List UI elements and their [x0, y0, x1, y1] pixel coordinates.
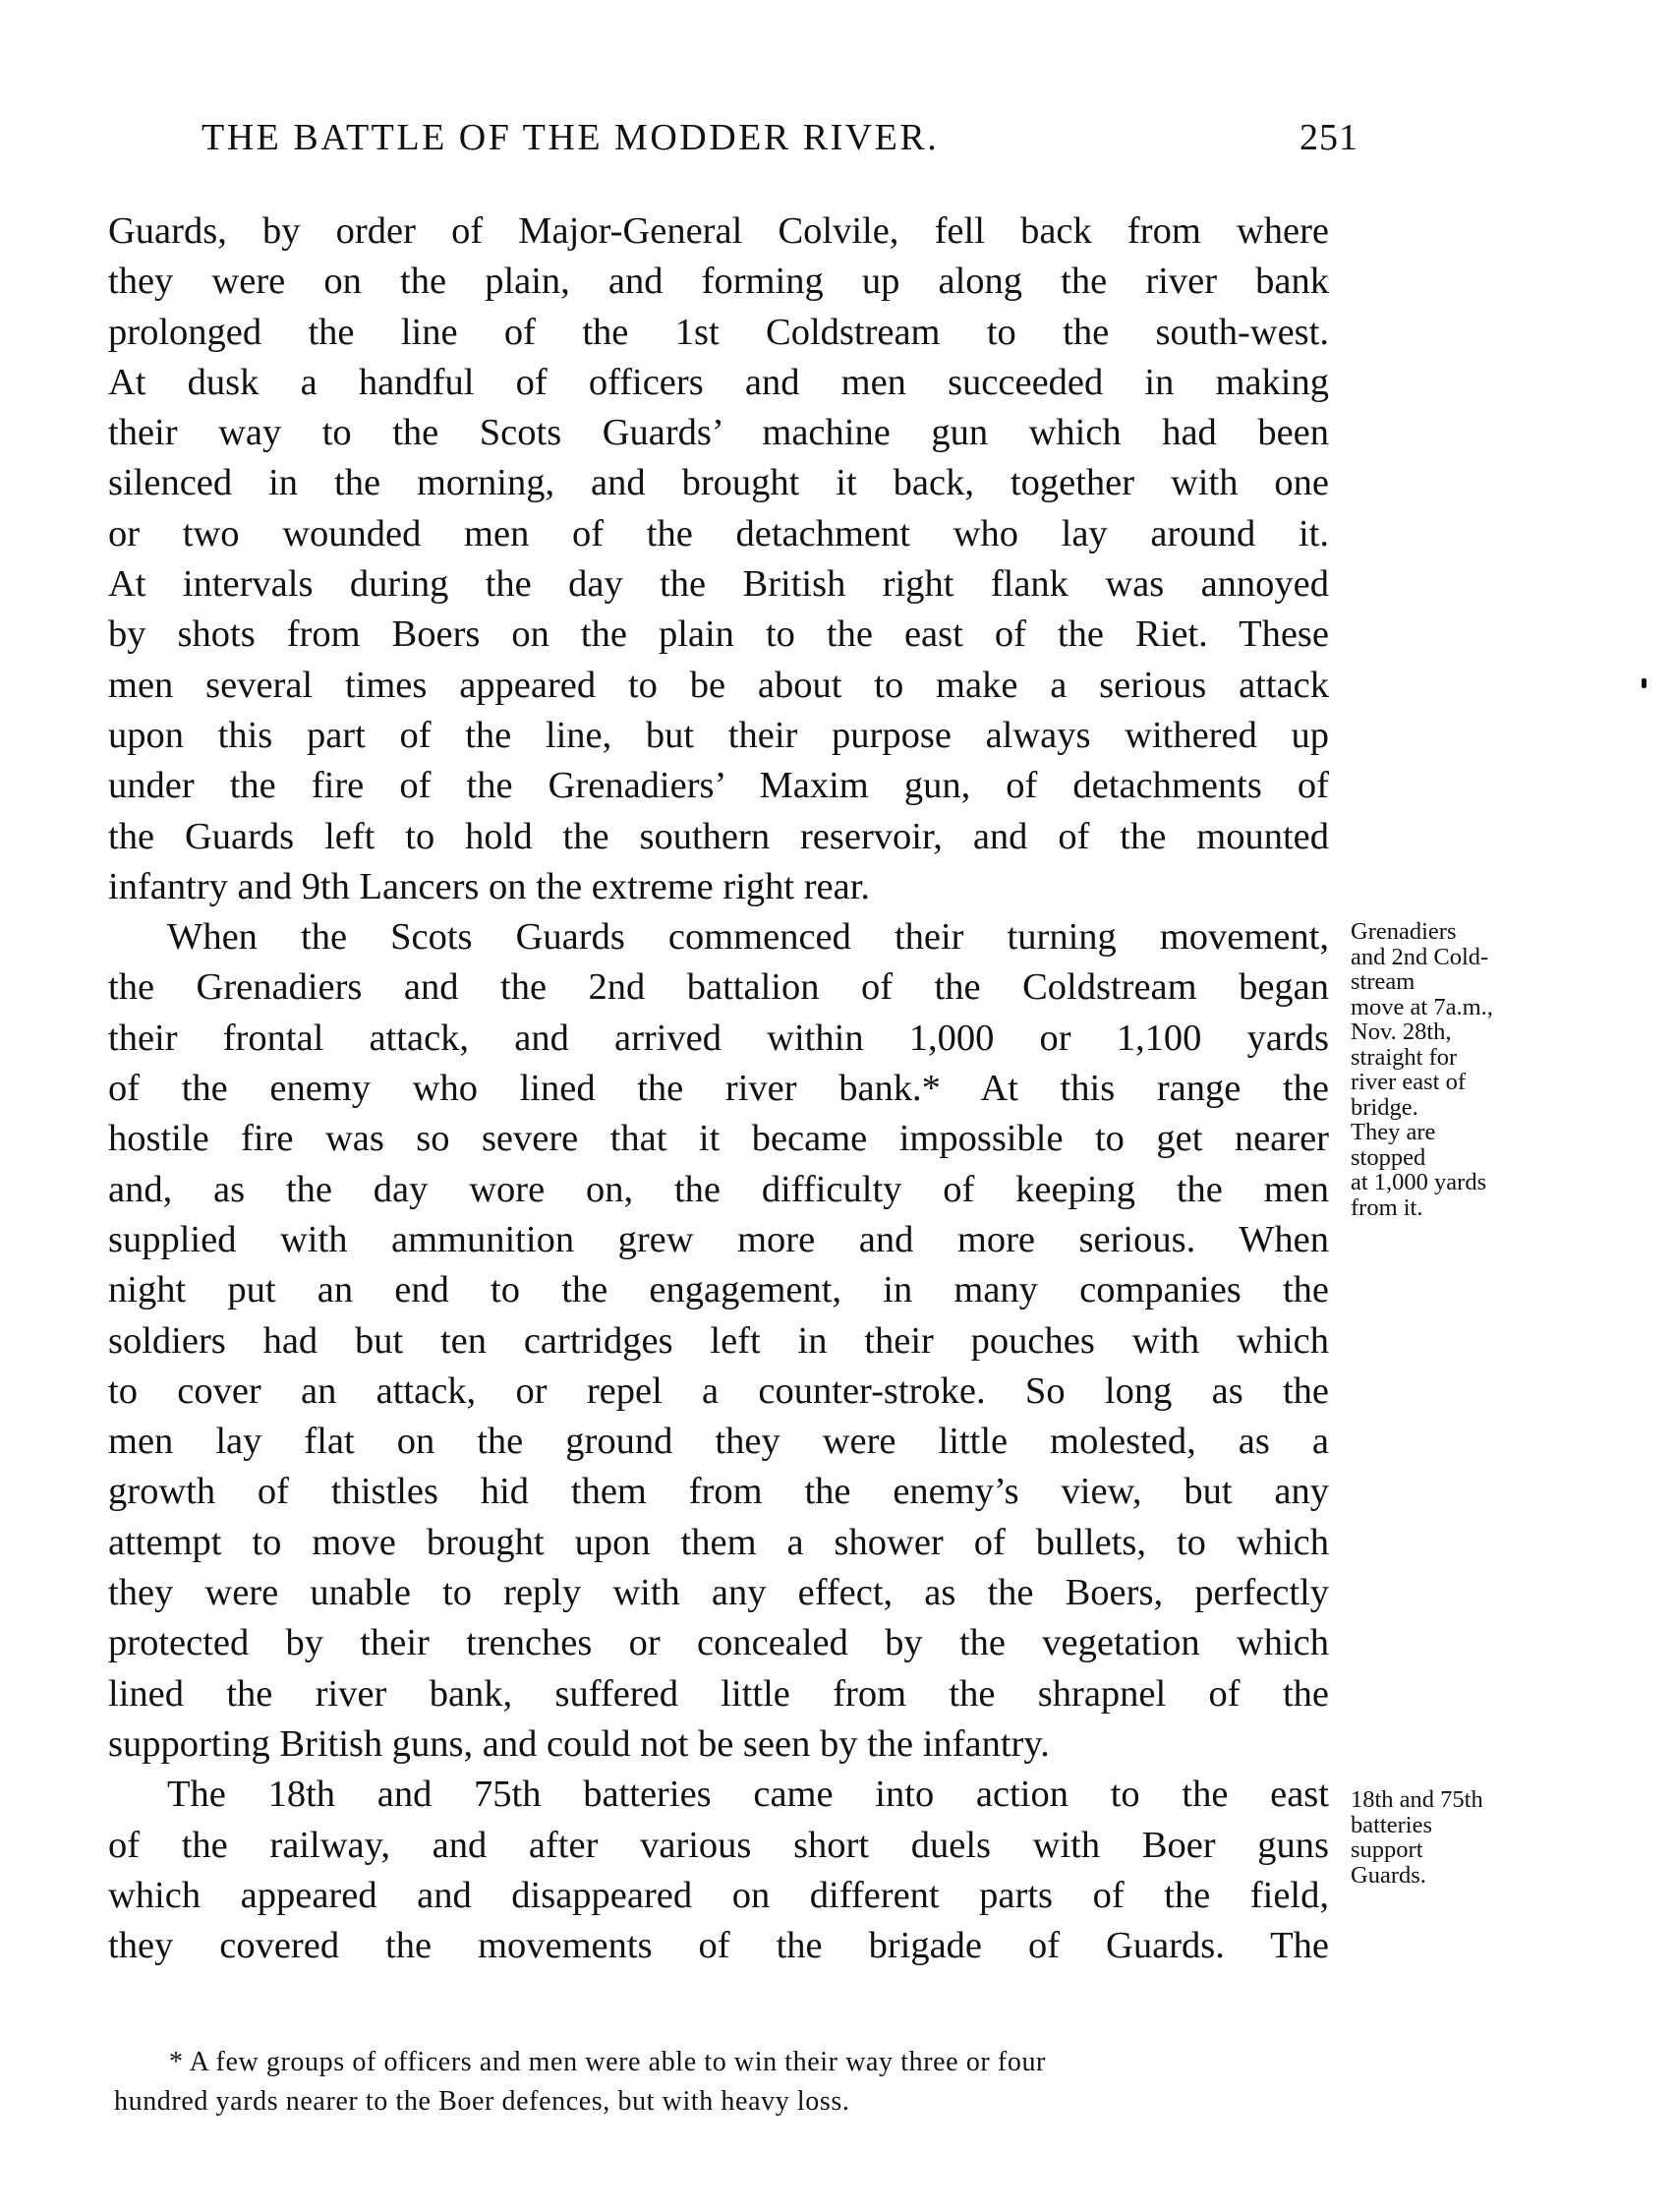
text-line: of the enemy who lined the river bank.* At this range the [108, 1068, 1329, 1110]
text-line: night put an end to the engagement, in many companies the [108, 1269, 1329, 1311]
margin-note-line: 18th and 75th [1351, 1786, 1483, 1813]
text-line: the Grenadiers and the 2nd battalion of the Coldstream began [108, 966, 1329, 1009]
text-line: upon this part of the line, but their purpose always withered up [108, 714, 1329, 756]
text-line: growth of thistles hid them from the enemy’s view, but any [108, 1471, 1329, 1513]
text-line: by shots from Boers on the plain to the east of the Riet. These [108, 613, 1329, 656]
margin-note-line: river east of [1351, 1069, 1466, 1095]
text-line: the Guards left to hold the southern reservoir, and of the mounted [108, 815, 1329, 857]
text-line: infantry and 9th Lancers on the extreme right rear. [108, 865, 871, 907]
margin-note-line: stream [1351, 968, 1415, 995]
text-line: to cover an attack, or repel a counter-stroke. So long as the [108, 1369, 1329, 1412]
margin-note-line: Nov. 28th, [1351, 1019, 1452, 1045]
margin-note-line: and 2nd Cold- [1351, 943, 1489, 970]
margin-note-line: Grenadiers [1351, 918, 1457, 945]
text-line: At dusk a handful of officers and men succeeded in making [108, 361, 1329, 403]
text-line: protected by their trenches or concealed by the vegetation which [108, 1622, 1329, 1664]
text-line: silenced in the morning, and brought it back, together with one [108, 462, 1329, 504]
text-line: When the Scots Guards commenced their turning movement, [167, 916, 1329, 959]
text-line: their way to the Scots Guards’ machine gun which had been [108, 412, 1329, 454]
text-line: supporting British guns, and could not be seen by the infantry. [108, 1722, 1050, 1765]
margin-note-line: They are [1351, 1119, 1436, 1145]
body-text [108, 206, 1329, 1971]
margin-note-grenadiers [1351, 919, 1665, 1220]
margin-note-line: Guards. [1351, 1861, 1426, 1889]
text-line: attempt to move brought upon them a shower of bullets, to which [108, 1521, 1329, 1563]
text-line: soldiers had but ten cartridges left in their pouches with which [108, 1319, 1329, 1362]
page-number: 251 [1300, 117, 1358, 158]
text-line: which appeared and disappeared on different parts of the field, [108, 1874, 1329, 1916]
text-line: and, as the day wore on, the difficulty of keeping the men [108, 1168, 1329, 1210]
text-line: men several times appeared to be about to make a serious attack [108, 664, 1329, 706]
text-line: under the fire of the Grenadiers’ Maxim gun, of detachments of [108, 765, 1329, 807]
margin-note-line: from it. [1351, 1193, 1423, 1221]
text-line: lined the river bank, suffered little from the shrapnel of the [108, 1672, 1329, 1715]
margin-note-line: stopped [1351, 1143, 1426, 1171]
running-header [202, 116, 1358, 159]
text-line: men lay flat on the ground they were little molested, as a [108, 1421, 1329, 1463]
text-line: or two wounded men of the detachment who lay around it. [108, 512, 1329, 554]
footnote-line: * A few groups of officers and men were able to win their way three or four [169, 2047, 1046, 2077]
text-line: supplied with ammunition grew more and more serious. When [108, 1218, 1329, 1260]
text-line: they were unable to reply with any effect, as the Boers, perfectly [108, 1572, 1329, 1614]
text-line: hostile fire was so severe that it became impossible to get nearer [108, 1118, 1329, 1160]
text-line: they were on the plain, and forming up along the river bank [108, 261, 1329, 303]
margin-note-line: at 1,000 yards [1351, 1169, 1487, 1195]
ink-speck [1642, 678, 1646, 688]
text-line: Guards, by order of Major-General Colvile, fell back from where [108, 210, 1329, 252]
margin-note-line: support [1351, 1836, 1423, 1863]
margin-note-batteries [1351, 1787, 1665, 1888]
margin-note-line: straight for [1351, 1043, 1458, 1071]
text-line: of the railway, and after various short duels with Boer guns [108, 1824, 1329, 1866]
text-line: they covered the movements of the brigade of Guards. The [108, 1925, 1329, 1967]
margin-note-line: bridge. [1351, 1093, 1418, 1121]
margin-note-line: move at 7a.m., [1351, 993, 1493, 1020]
text-line: The 18th and 75th batteries came into action to the east [167, 1774, 1329, 1816]
footnote [114, 2043, 1343, 2122]
text-line: prolonged the line of the 1st Coldstream to the south-west. [108, 311, 1329, 353]
footnote-line: hundred yards nearer to the Boer defences, but with heavy loss. [114, 2086, 850, 2117]
margin-note-line: batteries [1351, 1811, 1432, 1838]
chapter-title: THE BATTLE OF THE MODDER RIVER. [202, 117, 940, 158]
text-line: their frontal attack, and arrived within 1,000 or 1,100 yards [108, 1017, 1329, 1059]
text-line: At intervals during the day the British right flank was annoyed [108, 563, 1329, 606]
